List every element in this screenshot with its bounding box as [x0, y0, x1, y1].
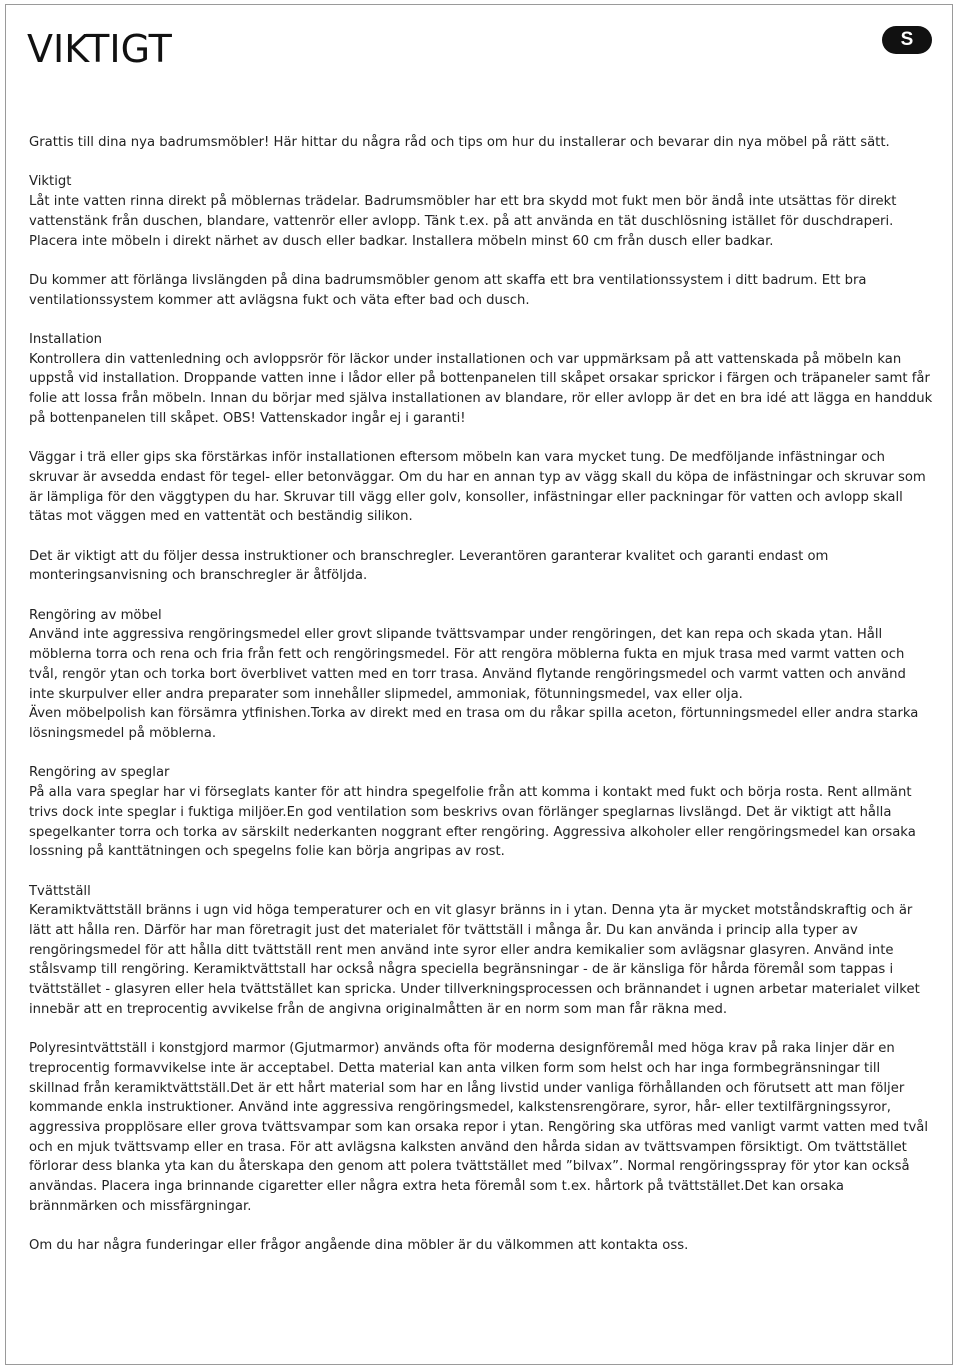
section-paragraph: Kontrollera din vattenledning och avloppsrör för läckor under installationen och var uppmärksam på att vattenskada på möbeln kan uppstå vid installation. Droppande vatten inne i lådor eller på bottenpanelen till skåpet orsakar sprickor i färgen och träpaneler samt får folie att lossa från möbeln. Innan du börjar med själva installationen av blandare, rör eller avlopp är det en bra idé att lägga en handduk på bottenpanelen till skåpet. OBS! Vattenskador ingår ej i garanti!	[29, 351, 933, 426]
section-heading: Viktigt	[29, 174, 72, 190]
section-paragraph: Låt inte vatten rinna direkt på möblernas trädelar. Badrumsmöbler har ett bra skydd mot fukt men bör ändå inte utsättas för direkt vattenstänk från duschen, blandare, vattenrör eller avlopp. Tänk t.ex. på att använda en tät duschlösning istället för duschdraperi. Placera inte möbeln i direkt närhet av dusch eller badkar. Installera möbeln minst 60 cm från dusch eller badkar.	[29, 194, 897, 249]
section-viktigt	[29, 172, 934, 251]
section-tvattstall	[29, 882, 934, 1020]
section-paragraph: Väggar i trä eller gips ska förstärkas inför installationen eftersom möbeln kan vara mycket tung. De medföljande infästningar och skruvar är avsedda endast för tegel- eller betonväggar. Om du har en annan typ av vägg skall du köpa de infästningar och skruvar som är lämpliga för den väggtypen du har. Skruvar till vägg eller golv, konsoller, infästningar eller packningar för vatten och avlopp skall tätas mot väggen med en vattentät och beständig silikon.	[29, 450, 926, 525]
document-body	[29, 133, 934, 1276]
page-title: VIKTIGT	[27, 27, 172, 71]
section-paragraph: Keramiktvättställ bränns i ugn vid höga temperaturer och en vit glasyr bränns in i ytan. Denna yta är mycket motståndskraftig och är lätt att hålla ren. Därför har man företragit just det materialet för tvättställ i många år. Du kan använda i princip alla typer av rengöringsmedel för att hålla ditt tvättställ rent men använd inte syror eller andra kemikalier som avlägsnar glasyren. Använd inte stålsvamp till rengöring. Keramiktvättstall har också några speciella begränsningar - de är känsliga för hårda föremål som tappas i tvättstället - glasyren eller hela tvättstället kan spricka. Under tillverkningsprocessen och brännandet i ugnen arbetar materialet vilket innebär att en treprocentig avvikelse från de angivna originalmåtten är en norm som man får räkna med.	[29, 903, 920, 1017]
section-heading: Tvättställ	[29, 883, 91, 899]
section-rengoring-mobel	[29, 606, 934, 744]
section-heading: Installation	[29, 331, 103, 347]
section-paragraph: Även möbelpolish kan försämra ytfinishen.Torka av direkt med en trasa om du råkar spilla aceton, förtunningsmedel eller andra starka lösningsmedel på möblerna.	[29, 706, 919, 741]
section-paragraph: Det är viktigt att du följer dessa instruktioner och branschregler. Leverantören garanterar kvalitet och garanti endast om monteringsanvisning och branschregler är åtföljda.	[29, 548, 829, 584]
section-heading: Rengöring av möbel	[29, 607, 162, 623]
section-installation	[29, 330, 934, 429]
section-rengoring-speglar	[29, 763, 934, 862]
section-paragraph: Använd inte aggressiva rengöringsmedel eller grovt slipande tvättsvampar under rengöringen, det kan repa och skada ytan. Håll möblerna torra och rena och fria från fett och rengöringsmedel. För att rengöra möblerna fukta en mjuk trasa med varmt vatten och tvål, rengör ytan och torka bort överblivet vatten med en torr trasa. Använd flytande rengöringsmedel och varmt vatten och använd inte skurpulver eller andra preparater som innehåller slipmedel, ammoniak, fötunningsmedel, vax eller olja.	[29, 627, 906, 702]
intro-paragraph: Grattis till dina nya badrumsmöbler! Här hittar du några råd och tips om hur du installerar och bevarar din nya möbel på rätt sätt.	[29, 135, 890, 150]
section-paragraph: Polyresintvättställ i konstgjord marmor (Gjutmarmor) används ofta för moderna designföremål med höga krav på raka linjer där en treprocentig formavvikelse inte är acceptabel. Detta material kan anta vilken form som helst och har inga formbegränsningar till skillnad från keramiktvättställ.Det är ett hårt material som har en lång livstid under vanliga förhållanden och förutsett att man följer kommande enkla instruktioner. Använd inte aggressiva rengöringsmedel, kalkstensrengörare, syror, hår- eller textilfärgningssyror, aggressiva propplösare eller grova tvättsvampar som kan orsaka repor i ytan. Rengöring ska utföras med vanligt varmt vatten med tvål och en mjuk tvättsvamp eller en trasa. För att avlägsna kalksten använd den hårda sidan av tvättsvampen försiktigt. Om tvättstället förlorar dess blanka yta kan du återskapa den genom att polera tvättstället med ”bilvax”. Normal rengöringsspray för ytor kan också användas. Placera inga brinnande cigaretter eller några extra heta föremål som t.ex. hårtork på tvättstället.Det kan orsaka brännmärken och missfärgningar.	[29, 1041, 929, 1214]
section-heading: Rengöring av speglar	[29, 765, 170, 781]
section-paragraph: På alla vara speglar har vi förseglats kanter för att hindra spegelfolie från att komma i kontakt med fukt och börja rosta. Rent allmänt trivs dock inte speglar i fuktiga miljöer.En god ventilation som beskrivs ovan förlänger speglarnas livslängd. Det är viktigt att hålla spegelkanter torra och torka av särskilt nederkanten noggrant efter rengöring. Aggressiva alkoholer eller rengöringsmedel kan orsaka lossning på kanttätningen och spegelns folie kan börja angripas av rost.	[29, 785, 916, 860]
section-paragraph: Du kommer att förlänga livslängden på dina badrumsmöbler genom att skaffa ett bra ventilationssystem i ditt badrum. Ett bra ventilationssystem kommer att avlägsna fukt och väta efter bad och dusch.	[29, 272, 867, 308]
language-badge: S	[882, 26, 932, 54]
closing-paragraph: Om du har några funderingar eller frågor angående dina möbler är du välkommen att kontakta oss.	[29, 1238, 689, 1254]
